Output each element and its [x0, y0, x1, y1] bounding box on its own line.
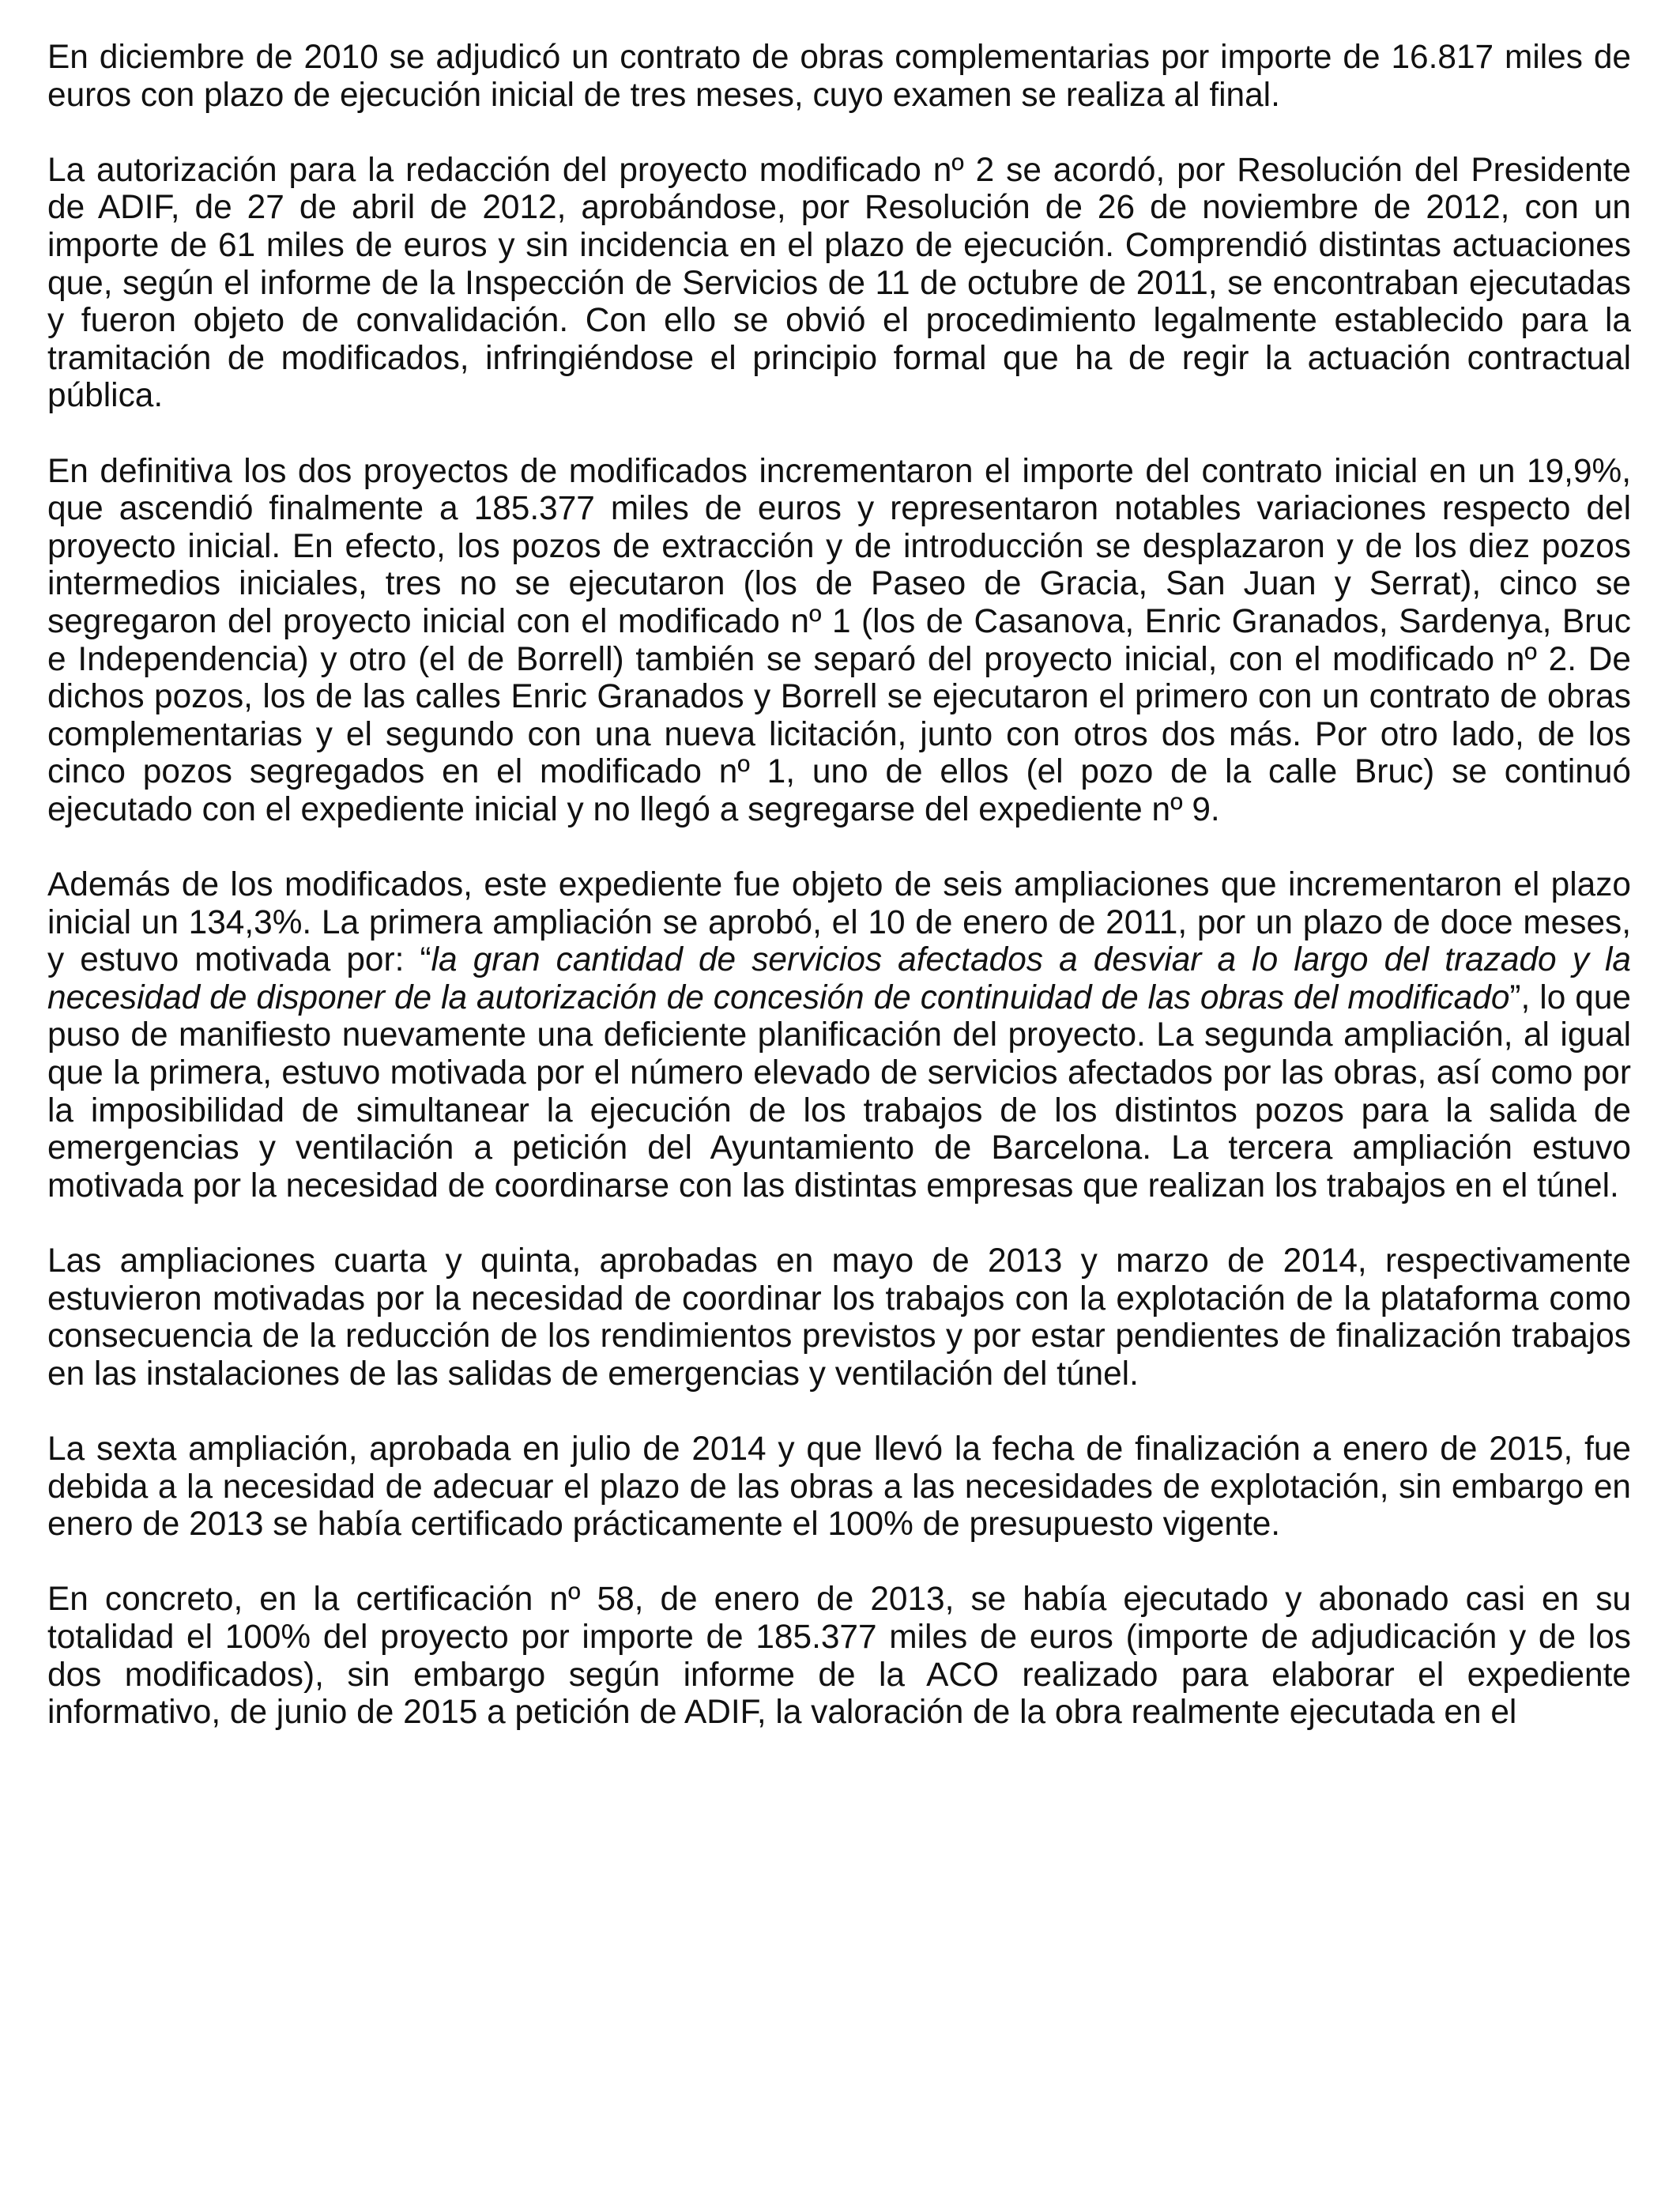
- paragraph-modificados-pozos: En definitiva los dos proyectos de modificados incrementaron el importe del contrato inicial en un 19,9%, que ascendió finalmente a 185.377 miles de euros y representaron notables variaciones respecto del proyecto inicial. En efecto, los pozos de extracción y de introducción se desplazaron y de los diez pozos intermedios iniciales, tres no se ejecutaron (los de Paseo de Gracia, San Juan y Serrat), cinco se segregaron del proyecto inicial con el modificado nº 1 (los de Casanova, Enric Granados, Sardenya, Bruc e Independencia) y otro (el de Borrell) también se separó del proyecto inicial, con el modificado nº 2. De dichos pozos, los de las calles Enric Granados y Borrell se ejecutaron el primero con un contrato de obras complementarias y el segundo con una nueva licitación, junto con otros dos más. Por otro lado, de los cinco pozos segregados en el modificado nº 1, uno de ellos (el pozo de la calle Bruc) se continuó ejecutado con el expediente inicial y no llegó a segregarse del expediente nº 9.: [47, 451, 1631, 827]
- paragraph-ampliaciones-quote: la gran cantidad de servicios afectados a desviar a lo largo del trazado y la necesidad de disponer de la autorización de concesión de continuidad de las obras del modificado: [47, 941, 1631, 1016]
- paragraph-ampliaciones-text-before: Además de los modificados, este expediente fue objeto de seis ampliaciones que incrementaron el plazo inicial un 134,3%. La primera ampliación se aprobó, el 10 de enero de 2011, por un plazo de doce meses, y estuvo motivada por: “: [47, 865, 1631, 978]
- paragraph-obras-complementarias: En diciembre de 2010 se adjudicó un contrato de obras complementarias por importe de 16.817 miles de euros con plazo de ejecución inicial de tres meses, cuyo examen se realiza al final.: [47, 38, 1631, 113]
- paragraph-sexta-ampliacion: La sexta ampliación, aprobada en julio de 2014 y que llevó la fecha de finalización a enero de 2015, fue debida a la necesidad de adecuar el plazo de las obras a las necesidades de explotación, sin embargo en enero de 2013 se había certificado prácticamente el 100% de presupuesto vigente.: [47, 1429, 1631, 1543]
- paragraph-ampliaciones-cuarta-quinta: Las ampliaciones cuarta y quinta, aprobadas en mayo de 2013 y marzo de 2014, respectivamente estuvieron motivadas por la necesidad de coordinar los trabajos con la explotación de la plataforma como consecuencia de la reducción de los rendimientos previstos y por estar pendientes de finalización trabajos en las instalaciones de las salidas de emergencias y ventilación del túnel.: [47, 1242, 1631, 1392]
- paragraph-ampliaciones-text-after: ”, lo que puso de manifiesto nuevamente una deficiente planificación del proyecto. La segunda ampliación, al igual que la primera, estuvo motivada por el número elevado de servicios afectados por las obras, así como por la imposibilidad de simultanear la ejecución de los trabajos de los distintos pozos para la salida de emergencias y ventilación a petición del Ayuntamiento de Barcelona. La tercera ampliación estuvo motivada por la necesidad de coordinarse con las distintas empresas que realizan los trabajos en el túnel.: [47, 978, 1631, 1204]
- document-page: [47, 38, 1631, 1731]
- paragraph-ampliaciones: [47, 865, 1631, 1204]
- paragraph-certificacion-58: En concreto, en la certificación nº 58, de enero de 2013, se había ejecutado y abonado casi en su totalidad el 100% del proyecto por importe de 185.377 miles de euros (importe de adjudicación y de los dos modificados), sin embargo según informe de la ACO realizado para elaborar el expediente informativo, de junio de 2015 a petición de ADIF, la valoración de la obra realmente ejecutada en el: [47, 1580, 1631, 1731]
- paragraph-modificado-2: La autorización para la redacción del proyecto modificado nº 2 se acordó, por Resolución del Presidente de ADIF, de 27 de abril de 2012, aprobándose, por Resolución de 26 de noviembre de 2012, con un importe de 61 miles de euros y sin incidencia en el plazo de ejecución. Comprendió distintas actuaciones que, según el informe de la Inspección de Servicios de 11 de octubre de 2011, se encontraban ejecutadas y fueron objeto de convalidación. Con ello se obvió el procedimiento legalmente establecido para la tramitación de modificados, infringiéndose el principio formal que ha de regir la actuación contractual pública.: [47, 150, 1631, 414]
